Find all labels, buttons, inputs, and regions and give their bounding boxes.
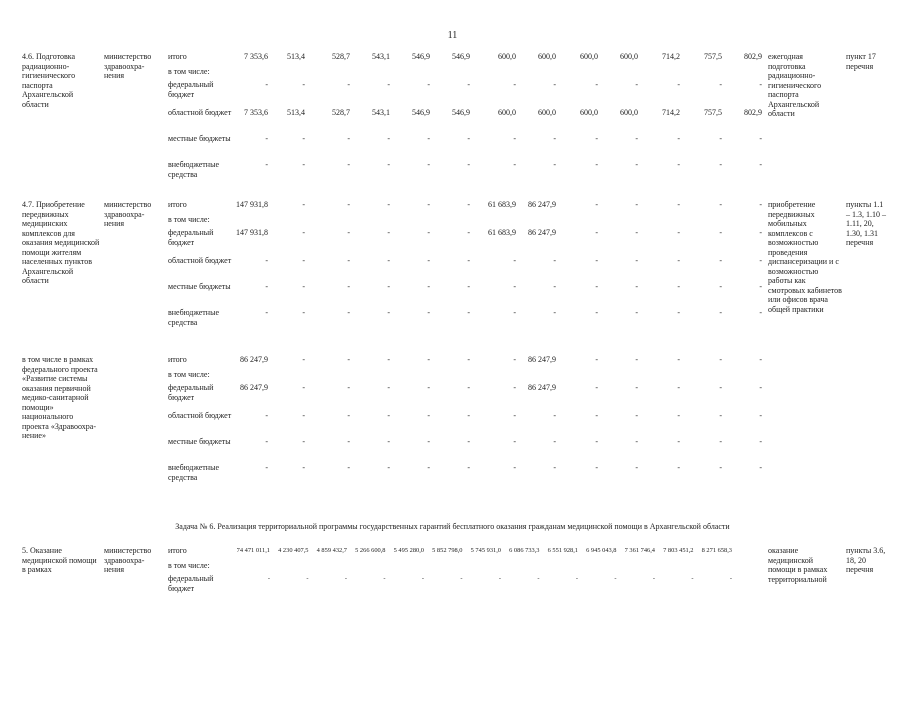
section-reference: пункт 17 перечня (846, 52, 876, 71)
funding-value-cell: - (677, 282, 680, 291)
funding-value-cell: - (595, 160, 598, 169)
funding-value-cell: - (302, 411, 305, 420)
funding-value-cell: - (302, 282, 305, 291)
funding-value-cell: 600,0 (580, 52, 598, 61)
funding-value-cell: - (729, 575, 732, 582)
funding-value-cell: - (467, 80, 470, 89)
funding-value-cell: - (265, 437, 268, 446)
funding-value-cell: 546,9 (452, 52, 470, 61)
funding-value-cell: - (347, 463, 350, 472)
funding-value-cell: - (265, 411, 268, 420)
funding-value-cell: 86 247,9 (528, 200, 556, 209)
funding-value-cell: 6 086 733,3 (509, 547, 540, 554)
funding-value-cell: - (347, 411, 350, 420)
funding-row-label: областной бюджет (168, 108, 232, 117)
funding-value-cell: 757,5 (704, 52, 722, 61)
funding-value-cell: 600,0 (620, 52, 638, 61)
funding-value-cell: - (265, 463, 268, 472)
funding-value-cell: - (347, 160, 350, 169)
funding-value-cell: - (677, 228, 680, 237)
funding-value-cell: 528,7 (332, 108, 350, 117)
funding-value-cell: 6 945 043,8 (586, 547, 617, 554)
funding-value-cell: - (302, 200, 305, 209)
funding-value-cell: - (553, 80, 556, 89)
funding-value-cell: - (635, 80, 638, 89)
funding-value-cell: - (759, 200, 762, 209)
funding-value-cell: 600,0 (498, 108, 516, 117)
funding-value-cell: - (467, 200, 470, 209)
funding-value-cell: - (347, 228, 350, 237)
funding-value-cell: - (427, 437, 430, 446)
funding-row-label: местные бюджеты (168, 134, 231, 143)
funding-value-cell: - (302, 160, 305, 169)
funding-value-cell: - (347, 383, 350, 392)
funding-value-cell: - (302, 134, 305, 143)
funding-value-cell: - (677, 256, 680, 265)
funding-value-cell: - (635, 308, 638, 317)
funding-row-label: внебюджетные средства (168, 463, 219, 482)
funding-row-label: итого (168, 546, 187, 555)
funding-value-cell: - (265, 134, 268, 143)
funding-value-cell: - (387, 411, 390, 420)
funding-value-cell: - (719, 160, 722, 169)
section-name: в том числе в рамках федерального проекта «Развитие системы оказания первичной медико-санитарной помощи» национального проекта «Здравоохра-нение» (22, 355, 98, 440)
funding-value-cell: - (427, 228, 430, 237)
funding-value-cell: - (595, 383, 598, 392)
funding-value-cell: - (467, 437, 470, 446)
funding-value-cell: - (595, 282, 598, 291)
funding-value-cell: - (513, 355, 516, 364)
funding-value-cell: - (719, 463, 722, 472)
funding-value-cell: - (302, 80, 305, 89)
funding-value-cell: - (347, 134, 350, 143)
funding-row-label: областной бюджет (168, 256, 232, 265)
funding-value-cell: - (467, 282, 470, 291)
funding-value-cell: - (387, 308, 390, 317)
funding-value-cell: - (595, 200, 598, 209)
funding-value-cell: 74 471 011,1 (236, 547, 270, 554)
funding-row-label: итого (168, 355, 187, 364)
section-result: приобретение передвижных мобильных комплексов с возможностью проведения диспансеризации и с возможностью работы как смотровых кабинетов или офисов врача общей практики (768, 200, 842, 314)
funding-value-cell: - (719, 383, 722, 392)
funding-value-cell: - (498, 575, 501, 582)
funding-row-label: внебюджетные средства (168, 160, 219, 179)
funding-value-cell: 86 247,9 (240, 383, 268, 392)
funding-value-cell: 7 361 746,4 (624, 547, 655, 554)
funding-value-cell: - (595, 308, 598, 317)
section-executor: министерство здравоохра-нения (104, 200, 152, 228)
funding-value-cell: - (614, 575, 617, 582)
funding-value-cell: - (759, 160, 762, 169)
funding-value-cell: - (595, 437, 598, 446)
section-executor: министерство здравоохра-нения (104, 52, 152, 80)
funding-value-cell: - (553, 463, 556, 472)
funding-value-cell: - (387, 383, 390, 392)
funding-value-cell: - (635, 355, 638, 364)
funding-value-cell: - (575, 575, 578, 582)
funding-value-cell: 543,1 (372, 108, 390, 117)
funding-row-label: местные бюджеты (168, 282, 231, 291)
funding-value-cell: - (265, 80, 268, 89)
funding-value-cell: 86 247,9 (528, 228, 556, 237)
funding-value-cell: - (267, 575, 270, 582)
funding-value-cell: - (347, 282, 350, 291)
funding-value-cell: - (427, 308, 430, 317)
funding-value-cell: - (421, 575, 424, 582)
funding-value-cell: 7 803 451,2 (663, 547, 694, 554)
funding-value-cell: 600,0 (580, 108, 598, 117)
funding-value-cell: - (306, 575, 309, 582)
funding-row-label: в том числе: (168, 215, 210, 224)
funding-value-cell: - (652, 575, 655, 582)
funding-value-cell: - (635, 282, 638, 291)
funding-value-cell: - (677, 80, 680, 89)
funding-value-cell: - (553, 134, 556, 143)
funding-value-cell: - (635, 383, 638, 392)
funding-value-cell: - (595, 411, 598, 420)
funding-value-cell: 5 852 798,0 (432, 547, 463, 554)
program-section (0, 546, 905, 706)
funding-value-cell: 600,0 (538, 52, 556, 61)
funding-value-cell: 546,9 (452, 108, 470, 117)
funding-value-cell: - (677, 383, 680, 392)
funding-value-cell: 600,0 (498, 52, 516, 61)
funding-value-cell: - (467, 308, 470, 317)
funding-value-cell: - (427, 282, 430, 291)
funding-value-cell: - (467, 134, 470, 143)
funding-row-label: федеральный бюджет (168, 383, 214, 402)
funding-row-label: итого (168, 52, 187, 61)
funding-value-cell: 5 266 600,8 (355, 547, 386, 554)
funding-value-cell: 7 353,6 (244, 52, 268, 61)
funding-value-cell: - (347, 308, 350, 317)
funding-value-cell: - (347, 200, 350, 209)
funding-value-cell: - (427, 80, 430, 89)
funding-value-cell: - (513, 160, 516, 169)
funding-value-cell: - (387, 228, 390, 237)
funding-value-cell: - (513, 411, 516, 420)
funding-value-cell: - (719, 228, 722, 237)
funding-value-cell: - (759, 437, 762, 446)
funding-value-cell: 802,9 (744, 108, 762, 117)
funding-row-label: в том числе: (168, 561, 210, 570)
funding-value-cell: - (635, 228, 638, 237)
funding-value-cell: - (347, 437, 350, 446)
funding-value-cell: - (759, 411, 762, 420)
funding-value-cell: - (467, 256, 470, 265)
funding-value-cell: - (677, 355, 680, 364)
funding-value-cell: - (635, 160, 638, 169)
section-result: ежегодная подготовка радиационно-гигиенического паспорта Архангельской области (768, 52, 822, 118)
funding-value-cell: 61 683,9 (488, 228, 516, 237)
funding-value-cell: - (302, 228, 305, 237)
funding-value-cell: - (467, 463, 470, 472)
funding-row-label: федеральный бюджет (168, 80, 214, 99)
section-executor: министерство здравоохра-нения (104, 546, 152, 574)
funding-value-cell: 61 683,9 (488, 200, 516, 209)
funding-value-cell: - (513, 308, 516, 317)
funding-value-cell: - (595, 80, 598, 89)
funding-value-cell: - (302, 437, 305, 446)
section-name: 5. Оказание медицинской помощи в рамках (22, 546, 97, 574)
funding-value-cell: - (553, 411, 556, 420)
funding-value-cell: 802,9 (744, 52, 762, 61)
funding-value-cell: 714,2 (662, 108, 680, 117)
funding-value-cell: - (719, 282, 722, 291)
funding-value-cell: 86 247,9 (240, 355, 268, 364)
funding-value-cell: - (467, 411, 470, 420)
funding-value-cell: - (467, 383, 470, 392)
funding-value-cell: - (513, 256, 516, 265)
funding-value-cell: - (513, 437, 516, 446)
funding-value-cell: - (460, 575, 463, 582)
funding-value-cell: - (427, 411, 430, 420)
funding-value-cell: - (635, 463, 638, 472)
funding-value-cell: 7 353,6 (244, 108, 268, 117)
section-result: оказание медицинской помощи в рамках территориальной (768, 546, 828, 584)
funding-value-cell: - (302, 463, 305, 472)
funding-value-cell: - (759, 355, 762, 364)
funding-value-cell: - (677, 200, 680, 209)
funding-value-cell: - (677, 134, 680, 143)
funding-value-cell: 543,1 (372, 52, 390, 61)
funding-row-label: в том числе: (168, 370, 210, 379)
funding-value-cell: - (265, 160, 268, 169)
funding-value-cell: - (719, 437, 722, 446)
task-6-title: Задача № 6. Реализация территориальной программы государственных гарантий бесплатного оказания гражданам медицинской помощи в Архангельской области (175, 522, 730, 531)
funding-value-cell: - (719, 411, 722, 420)
funding-value-cell: - (635, 134, 638, 143)
funding-value-cell: - (677, 463, 680, 472)
program-section (0, 200, 905, 360)
funding-value-cell: - (387, 463, 390, 472)
funding-value-cell: 8 271 658,3 (701, 547, 732, 554)
funding-value-cell: 147 931,8 (236, 228, 268, 237)
funding-value-cell: - (553, 437, 556, 446)
funding-value-cell: - (759, 256, 762, 265)
funding-value-cell: - (595, 134, 598, 143)
funding-value-cell: - (553, 256, 556, 265)
funding-value-cell: - (759, 282, 762, 291)
funding-value-cell: - (265, 282, 268, 291)
funding-value-cell: 546,9 (412, 108, 430, 117)
funding-value-cell: - (347, 80, 350, 89)
funding-value-cell: - (387, 256, 390, 265)
funding-value-cell: 600,0 (620, 108, 638, 117)
funding-value-cell: - (513, 134, 516, 143)
funding-value-cell: - (719, 80, 722, 89)
funding-value-cell: - (759, 80, 762, 89)
funding-value-cell: - (302, 383, 305, 392)
funding-value-cell: - (553, 282, 556, 291)
funding-value-cell: - (719, 308, 722, 317)
funding-value-cell: - (513, 463, 516, 472)
funding-value-cell: - (427, 256, 430, 265)
funding-value-cell: 5 745 931,0 (470, 547, 501, 554)
funding-value-cell: - (595, 355, 598, 364)
funding-value-cell: - (427, 134, 430, 143)
funding-value-cell: - (383, 575, 386, 582)
funding-value-cell: - (427, 463, 430, 472)
funding-value-cell: - (427, 200, 430, 209)
funding-value-cell: 714,2 (662, 52, 680, 61)
funding-value-cell: 528,7 (332, 52, 350, 61)
funding-row-label: в том числе: (168, 67, 210, 76)
funding-row-label: федеральный бюджет (168, 574, 214, 593)
funding-value-cell: - (427, 355, 430, 364)
funding-value-cell: - (467, 160, 470, 169)
section-reference: пункты 3.6, 18, 20 перечня (846, 546, 886, 574)
funding-value-cell: 86 247,9 (528, 355, 556, 364)
funding-value-cell: - (677, 160, 680, 169)
funding-value-cell: - (387, 134, 390, 143)
funding-value-cell: - (467, 228, 470, 237)
funding-value-cell: - (719, 355, 722, 364)
page-number: 11 (447, 30, 458, 41)
funding-value-cell: 86 247,9 (528, 383, 556, 392)
section-reference: пункты 1.1 – 1.3, 1.10 – 1.11, 20, 1.30, 1.31 перечня (846, 200, 886, 247)
funding-value-cell: - (677, 437, 680, 446)
funding-value-cell: - (427, 383, 430, 392)
funding-value-cell: - (635, 200, 638, 209)
section-name: 4.6. Подготовка радиационно-гигиенического паспорта Архангельской области (22, 52, 76, 109)
funding-value-cell: - (691, 575, 694, 582)
funding-value-cell: 513,4 (287, 52, 305, 61)
funding-value-cell: - (513, 383, 516, 392)
funding-row-label: местные бюджеты (168, 437, 231, 446)
funding-value-cell: - (513, 80, 516, 89)
funding-value-cell: - (387, 355, 390, 364)
funding-value-cell: - (302, 355, 305, 364)
funding-row-label: федеральный бюджет (168, 228, 214, 247)
funding-value-cell: - (387, 200, 390, 209)
funding-value-cell: - (467, 355, 470, 364)
funding-value-cell: - (759, 383, 762, 392)
funding-value-cell: - (677, 308, 680, 317)
funding-value-cell: 757,5 (704, 108, 722, 117)
funding-value-cell: - (719, 134, 722, 143)
funding-row-label: внебюджетные средства (168, 308, 219, 327)
funding-value-cell: - (719, 256, 722, 265)
funding-value-cell: 6 551 928,1 (547, 547, 578, 554)
funding-value-cell: - (635, 256, 638, 265)
funding-value-cell: 513,4 (287, 108, 305, 117)
funding-value-cell: 5 495 280,0 (393, 547, 424, 554)
funding-value-cell: - (759, 228, 762, 237)
funding-value-cell: - (553, 308, 556, 317)
section-name: 4.7. Приобретение передвижных медицинских комплексов для оказания медицинской помощи жителям населенных пунктов Архангельской области (22, 200, 100, 285)
funding-value-cell: - (265, 256, 268, 265)
funding-value-cell: - (387, 160, 390, 169)
funding-value-cell: - (595, 463, 598, 472)
funding-value-cell: 546,9 (412, 52, 430, 61)
funding-value-cell: - (595, 228, 598, 237)
funding-value-cell: - (513, 282, 516, 291)
funding-value-cell: - (635, 411, 638, 420)
funding-value-cell: - (677, 411, 680, 420)
funding-value-cell: - (265, 308, 268, 317)
funding-value-cell: - (344, 575, 347, 582)
funding-value-cell: 4 859 432,7 (316, 547, 347, 554)
funding-value-cell: 600,0 (538, 108, 556, 117)
funding-value-cell: - (347, 256, 350, 265)
funding-value-cell: 147 931,8 (236, 200, 268, 209)
program-section (0, 52, 905, 212)
program-section (0, 355, 905, 515)
funding-value-cell: - (387, 282, 390, 291)
funding-value-cell: - (553, 160, 556, 169)
funding-value-cell: - (302, 308, 305, 317)
funding-value-cell: - (595, 256, 598, 265)
funding-value-cell: - (427, 160, 430, 169)
funding-row-label: итого (168, 200, 187, 209)
funding-value-cell: - (302, 256, 305, 265)
funding-value-cell: - (759, 308, 762, 317)
funding-value-cell: - (719, 200, 722, 209)
funding-value-cell: - (347, 355, 350, 364)
funding-value-cell: - (387, 437, 390, 446)
funding-value-cell: - (387, 80, 390, 89)
funding-value-cell: - (635, 437, 638, 446)
funding-value-cell: - (759, 463, 762, 472)
funding-row-label: областной бюджет (168, 411, 232, 420)
funding-value-cell: - (537, 575, 540, 582)
funding-value-cell: - (759, 134, 762, 143)
funding-value-cell: 4 230 407,5 (278, 547, 309, 554)
